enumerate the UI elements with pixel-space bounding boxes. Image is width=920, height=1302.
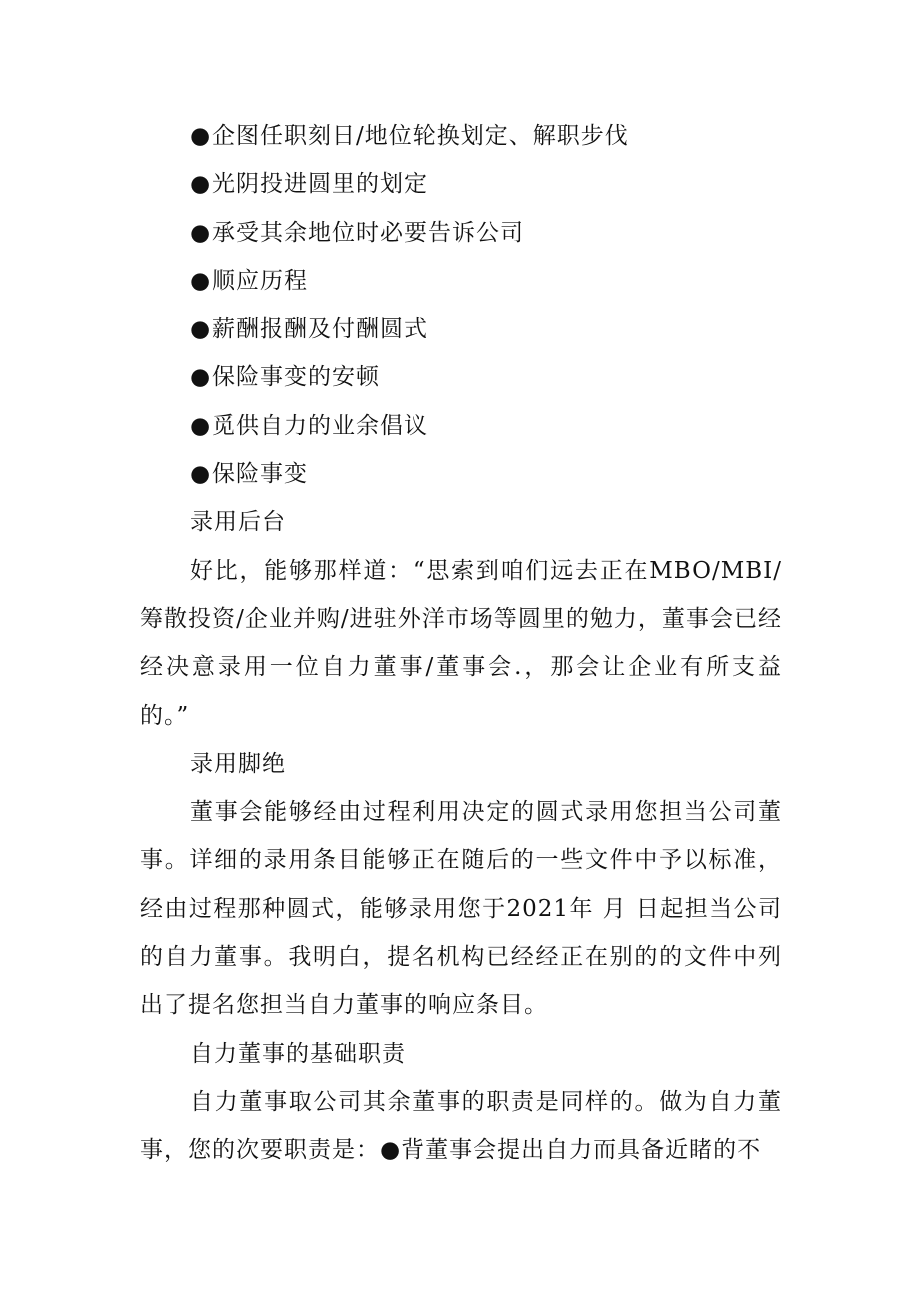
bullet-icon: ● [190, 412, 212, 439]
paragraph-appointment-background: 好比，能够那样道：“思索到咱们远去正在MBO/MBI/筹散投资/企业并购/进驻外洋市场等圆里的勉力，董事会已经经决意录用一位自力董事/董事会.，那会让企业有所支益的。” [140, 557, 782, 729]
bullet-text: 觅供自力的业余倡议 [212, 412, 428, 439]
bullet-item [140, 305, 782, 353]
bullet-icon: ● [190, 219, 212, 246]
bullet-item [140, 112, 782, 160]
bullet-text: 承受其余地位时必要告诉公司 [212, 219, 524, 246]
bullet-text: 保险事变 [212, 461, 308, 488]
bullet-icon: ● [190, 171, 212, 198]
bullet-text: 光阴投进圆里的划定 [212, 171, 428, 198]
bullet-icon: ● [190, 267, 212, 294]
bullet-text: 保险事变的安顿 [212, 364, 380, 391]
document-body [140, 112, 782, 1175]
bullet-icon: ● [190, 316, 212, 343]
paragraph-basic-duties: 自力董事取公司其余董事的职责是同样的。做为自力董事，您的次要职责是：●背董事会提出自力而具备近睹的不 [140, 1088, 782, 1164]
bullet-item [140, 257, 782, 305]
bullet-item [140, 353, 782, 401]
bullet-item [140, 209, 782, 257]
section-heading-basic-duties: 自力董事的基础职责 [190, 1040, 406, 1067]
bullet-icon: ● [190, 364, 212, 391]
bullet-item [140, 160, 782, 208]
section-heading-appointment-note: 录用脚绝 [190, 750, 286, 777]
paragraph-appointment-note: 董事会能够经由过程利用决定的圆式录用您担当公司董事。详细的录用条目能够正在随后的一些文件中予以标准，经由过程那种圆式，能够录用您于2021年 月 日起担当公司的自力董事。我明白，提名机构已经经正在别的的文件中列出了提名您担当自力董事的响应条目。 [140, 799, 782, 1019]
bullet-icon: ● [190, 461, 212, 488]
bullet-text: 企图任职刻日/地位轮换划定、解职步伐 [212, 123, 629, 149]
bullet-item [140, 402, 782, 450]
bullet-text: 顺应历程 [212, 267, 308, 294]
bullet-icon: ● [190, 123, 212, 149]
bullet-text: 薪酬报酬及付酬圆式 [212, 316, 428, 343]
section-heading-appointment-background: 录用后台 [190, 509, 286, 536]
bullet-item [140, 450, 782, 498]
